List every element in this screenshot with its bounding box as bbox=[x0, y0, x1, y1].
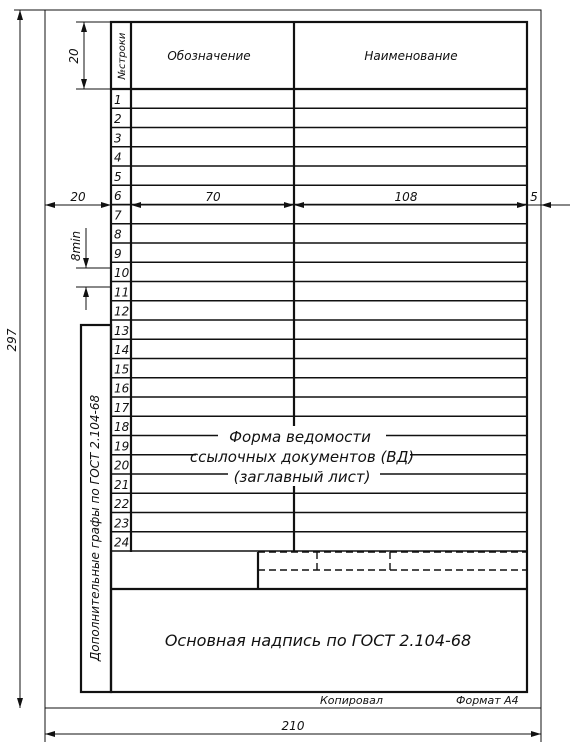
main-frame bbox=[111, 22, 527, 692]
additional-columns-label: Дополнительные графы по ГОСТ 2.104-68 bbox=[88, 394, 102, 662]
row-number: 23 bbox=[114, 516, 130, 531]
row-number: 6 bbox=[114, 189, 122, 203]
header-designation: Обозначение bbox=[167, 49, 251, 63]
dim-sheet-width-label: 210 bbox=[281, 719, 305, 733]
format-label: Формат А4 bbox=[456, 694, 519, 707]
form-title-line-3: (заглавный лист) bbox=[233, 468, 371, 486]
dim-col-designation: 70 bbox=[205, 190, 221, 204]
row-number: 10 bbox=[114, 266, 130, 280]
row-number: 14 bbox=[114, 343, 130, 357]
dim-row-height-label: 8min bbox=[69, 230, 83, 262]
row-number-list bbox=[114, 93, 130, 550]
row-number: 5 bbox=[114, 169, 122, 184]
row-number: 15 bbox=[114, 362, 130, 377]
dim-sheet-height bbox=[14, 10, 45, 708]
dim-header-height-label: 20 bbox=[67, 48, 81, 64]
title-block-label: Основная надпись по ГОСТ 2.104-68 bbox=[164, 631, 472, 650]
header-row-no: №строки bbox=[117, 32, 128, 80]
row-number: 12 bbox=[114, 304, 130, 319]
copied-label: Копировал bbox=[320, 694, 383, 707]
form-title-line-1: Форма ведомости bbox=[229, 428, 371, 446]
row-number: 11 bbox=[114, 285, 130, 300]
row-number: 8 bbox=[114, 227, 122, 242]
row-number: 20 bbox=[114, 458, 130, 473]
dashed-placeholder bbox=[258, 552, 527, 570]
row-number: 1 bbox=[114, 92, 122, 107]
dim-sheet-height-label: 297 bbox=[5, 328, 19, 352]
row-number: 4 bbox=[114, 150, 122, 165]
dim-right-margin: 5 bbox=[530, 190, 538, 204]
row-number: 17 bbox=[114, 400, 130, 415]
dim-horizontal-line bbox=[45, 202, 570, 208]
row-number: 19 bbox=[114, 439, 130, 454]
row-number: 22 bbox=[114, 497, 130, 511]
row-number: 18 bbox=[114, 420, 130, 434]
row-number: 21 bbox=[114, 477, 130, 492]
row-number: 16 bbox=[114, 381, 130, 396]
header-name: Наименование bbox=[364, 49, 458, 63]
row-number: 3 bbox=[114, 131, 122, 146]
row-number: 24 bbox=[114, 535, 130, 550]
dim-col-name: 108 bbox=[394, 190, 418, 204]
row-number: 9 bbox=[114, 246, 122, 261]
row-number: 13 bbox=[114, 323, 130, 338]
row-number: 2 bbox=[114, 112, 122, 126]
dim-left-margin: 20 bbox=[70, 190, 86, 204]
row-number: 7 bbox=[114, 208, 122, 223]
dim-header-height bbox=[76, 22, 111, 89]
form-title-line-2: ссылочных документов (ВД) bbox=[189, 448, 415, 466]
